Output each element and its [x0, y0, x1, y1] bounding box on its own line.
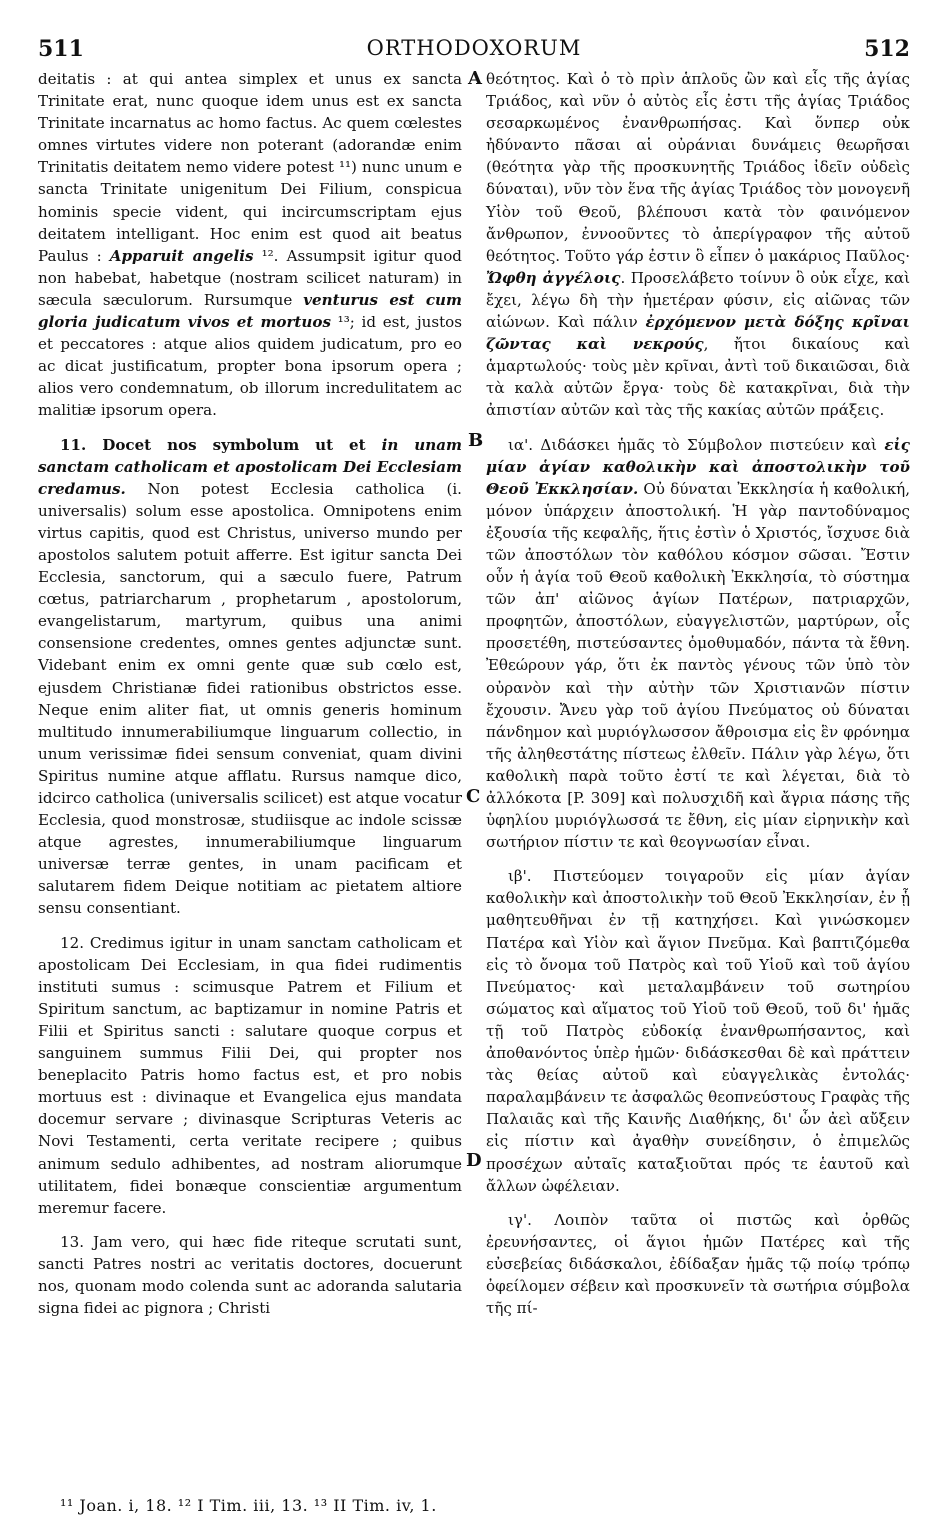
greek-section-12: ιβ'. Πιστεύομεν τοιγαροῦν εἰς μίαν ἁγίαν καθολικὴν καὶ ἀποστολικὴν τοῦ Θεοῦ Ἐκκλησίαν, ἐν ᾗ μαθητευθῆναι ἐν τῇ κατηχήσει. Καὶ γινώσκομεν Πατέρα καὶ Υἱὸν καὶ ἅγιον Πνεῦμα. Καὶ βαπτιζόμεθα εἰς τὸ ὄνομα τοῦ Πατρὸς καὶ τοῦ Υἱοῦ καὶ τοῦ ἁγίου Πνεύματος· καὶ μεταλαμβάνειν τοῦ σωτηρίου σώματος καὶ αἵματος τοῦ Υἱοῦ τοῦ Θεοῦ, τοῦ δι' ἡμᾶς τῇ τοῦ Πατρὸς εὐδοκίᾳ ἐνανθρωπήσαντος, καὶ ἀποθανόντος ὑπὲρ ἡμῶν· διδάσκεσθαι δὲ καὶ πράττειν τὰς θείας αὐτοῦ καὶ εὐαγγελικὰς ἐντολάς· παραλαμβάνειν τε ἀσφαλῶς θεοπνεύστους Γραφὰς τῆς Παλαιᾶς καὶ τῆς Καινῆς Διαθήκης, δι' ὧν ἀεὶ αὔξειν εἰς πίστιν καὶ ἀγαθὴν συνείδησιν, ὁ ἐπιμελῶς προσέχων αὐταῖς καταξιοῦται πρός τε ἑαυτοῦ καὶ ἄλλων ὠφέλειαν.	[486, 867, 910, 1195]
greek-paragraph-1: θεότητος. Καὶ ὁ τὸ πρὶν ἁπλοῦς ὢν καὶ εἷς τῆς ἁγίας Τριάδος, καὶ νῦν ὁ αὐτὸς εἷς ἐστι τῆς ἁγίας Τριάδος σεσαρκωμένος ἐνανθρωπήσας. Καὶ ὅνπερ οὐκ ἠδύναντο πᾶσαι αἱ οὐράνιαι δυνάμεις θεωρῆσαι (θεότητα γὰρ τῆς προσκυνητῆς Τριάδος ἰδεῖν οὐδεὶς δύναται), νῦν τὸν ἕνα τῆς ἁγίας Τριάδος τὸν μονογενῆ Υἱὸν τοῦ Θεοῦ, βλέπουσι κατὰ τὸν φαινόμενον ἄνθρωπον, ἐννοοῦντες τὸ ἀπερίγραφον τῆς αὐτοῦ θεότητος. Τοῦτο γάρ ἐστιν ὃ εἶπεν ὁ μακάριος Παῦλος· Ὤφθη ἀγγέλοις. Προσελάβετο τοίνυν ὃ οὐκ εἶχε, καὶ ἔχει, λέγω δὴ τὴν ἡμετέραν φύσιν, εἰς αἰῶνας τῶν αἰώνων. Καὶ πάλιν ἐρχόμενον μετὰ δόξης κρῖναι ζῶντας καὶ νεκρούς, ἤτοι δικαίους καὶ ἁμαρτωλούς· τοὺς μὲν κρῖναι, ἀντὶ τοῦ δικαιῶσαι, διὰ τὰ καλὰ αὐτῶν ἔργα· τοὺς δὲ κατακρῖναι, διὰ τὴν ἀπιστίαν αὐτῶν καὶ τὰς τῆς κακίας αὐτῶν πράξεις.	[486, 70, 911, 420]
latin-column	[38, 68, 462, 1319]
latin-section-11: 11. Docet nos symbolum ut et in unam sanctam catholicam et apostolicam Dei Ecclesiam credamus. Non potest Ecclesia catholica (i. universalis) solum esse apostolica. Omnipotens enim virtus capitis, quod est Christus, universo mundo per apostolos salutem potuit afferre. Est igitur sancta Dei Ecclesia, sanctorum, qui a sæculo fuere, Patrum cœtus, patriarcharum , prophetarum , apostolorum, evangelistarum, martyrum, quibus una animi consensione credentes, omnes gentes adjunctæ sunt. Videbant enim ex omni gente quæ sub cœlo est, ejusdem Christianæ fidei rationibus obstrictos esse. Neque enim aliter fiat, ut omnis generis hominum multitudo innumerabiliumque linguarum collectio, in unum verissimæ fidei sensum conveniat, quam divini Spiritus numine atque afflatu. Rursus namque dico, idcirco catholica (universalis scilicet) est atque vocatur Ecclesia, quod monstrosæ, studiisque ac indole scissæ atque agrestes, innumerabiliumque linguarum universæ terræ gentes, in unam pacificam et salutarem fidem Deique notitiam ac pietatem altiore sensu consentiant.	[38, 435, 462, 918]
greek-section-11: ια'. Διδάσκει ἡμᾶς τὸ Σύμβολον πιστεύειν καὶ εἰς μίαν ἁγίαν καθολικὴν καὶ ἀποστολικὴν τοῦ Θεοῦ Ἐκκλησίαν. Οὐ δύναται Ἐκκλησία ἡ καθολική, μόνον ὑπάρχειν ἀποστολική. Ἡ γὰρ παντοδύναμος ἐξουσία τῆς κεφαλῆς, ἥτις ἐστὶν ὁ Χριστός, ἴσχυσε διὰ τῶν ἀποστόλων τὸν καθόλου κόσμον σῶσαι. Ἔστιν οὖν ἡ ἁγία τοῦ Θεοῦ καθολικὴ Ἐκκλησία, τὸ σύστημα τῶν ἀπ' αἰῶνος ἁγίων Πατέρων, πατριαρχῶν, προφητῶν, ἀποστόλων, εὐαγγελιστῶν, μαρτύρων, οἷς προσετέθη, πιστεύσαντες ὁμοθυμαδόν, πάντα τὰ ἔθνη. Ἐθεώρουν γάρ, ὅτι ἐκ παντὸς γένους τῶν ὑπὸ τὸν οὐρανὸν καὶ τὴν αὐτὴν τῶν Χριστιανῶν πίστιν ἔχουσιν. Ἄνευ γὰρ τοῦ ἁγίου Πνεύματος οὐ δύναται πάνδημον καὶ μυριόγλωσσον ἄθροισμα εἰς ἓν φρόνημα τῆς ἀληθεστάτης πίστεως ἐλθεῖν. Πάλιν γὰρ λέγω, ὅτι καθολικὴ παρὰ τοῦτο ἐστί τε καὶ λέγεται, διὰ τὸ ἀλλόκοτα [P. 309] καὶ πολυσχιδῆ καὶ ἄγρια πάσης τῆς ὑφηλίου μυριόγλωσσά τε ἔθνη, εἰς μίαν εἰρηνικὴν καὶ σωτήριον πίστιν τε καὶ θεογνωσίαν εἶναι.	[486, 435, 910, 852]
margin-marker-c: C	[466, 786, 481, 807]
latin-section-13: 13. Jam vero, qui hæc fide riteque scrutati sunt, sancti Patres nostri ac veritatis doctores, docuerunt nos, quonam modo colenda sunt ac adoranda salutaria signa fidei ac pignora ; Christi	[38, 1232, 462, 1318]
page-number-left: 511	[38, 36, 84, 62]
margin-marker-d: D	[466, 1150, 482, 1171]
running-title: ORTHODOXORUM	[366, 36, 582, 60]
margin-marker-b: B	[468, 430, 484, 451]
latin-paragraph-1: deitatis : at qui antea simplex et unus ex sancta Trinitate erat, nunc quoque idem unus est ex sancta Trinitate incarnatus ac homo factus. Ac quem cœlestes omnes virtutes videre non poterant (adorandæ enim Trinitatis deitatem nemo videre potest ¹¹) nunc unum e sancta Trinitate unigenitum Dei Filium, conspicua hominis specie vident, qui incircumscriptam ejus deitatem intelligant. Hoc enim est quod ait beatus Paulus : Apparuit angelis ¹². Assumpsit igitur quod non habebat, habetque (nostram scilicet naturam) in sæcula sæculorum. Rursumque venturus est cum gloria judicatum vivos et mortuos ¹³; id est, justos et peccatores : atque alios quidem judicatum, pro eo ac dicat justificatum, propter bona ipsorum opera ; alios vero condemnatum, ob illorum incredulitatem ac malitiæ ipsorum opera.	[38, 70, 463, 420]
margin-marker-a: A	[468, 68, 482, 89]
page-number-right: 512	[864, 36, 910, 62]
page-header	[38, 36, 910, 66]
latin-section-12: 12. Credimus igitur in unam sanctam catholicam et apostolicam Dei Ecclesiam, in qua fidei rudimentis instituti sumus : scimusque Patrem et Filium et Spiritum sanctum, ac baptizamur in nomine Patris et Filii et Spiritus sancti : salutare quoque corpus et sanguinem summus Filii Dei, qui propter nos beneplacito Patris homo factus est, et pro nobis mortuus est : divinaque et Evangelica ejus mandata docemur servare ; divinasque Scripturas Veteris ac Novi Testamenti, certa veritate recipere ; quibus animum sedulo adhibentes, ad nostram aliorumque utilitatem, fidei bonæque conscientiæ argumentum meremur facere.	[38, 933, 462, 1217]
greek-column	[486, 68, 910, 1319]
greek-section-13: ιγ'. Λοιπὸν ταῦτα οἱ πιστῶς καὶ ὀρθῶς ἐρευνήσαντες, οἱ ἅγιοι ἡμῶν Πατέρες καὶ τῆς εὐσεβείας διδάσκαλοι, ἐδίδαξαν ἡμᾶς τῷ ποίῳ τρόπῳ ὀφείλομεν σέβειν καὶ προσκυνεῖν τὰ σωτήρια σύμβολα τῆς πί-	[486, 1210, 910, 1318]
footnotes: ¹¹ Joan. i, 18. ¹² I Tim. iii, 13. ¹³ II Tim. iv, 1.	[60, 1496, 437, 1515]
